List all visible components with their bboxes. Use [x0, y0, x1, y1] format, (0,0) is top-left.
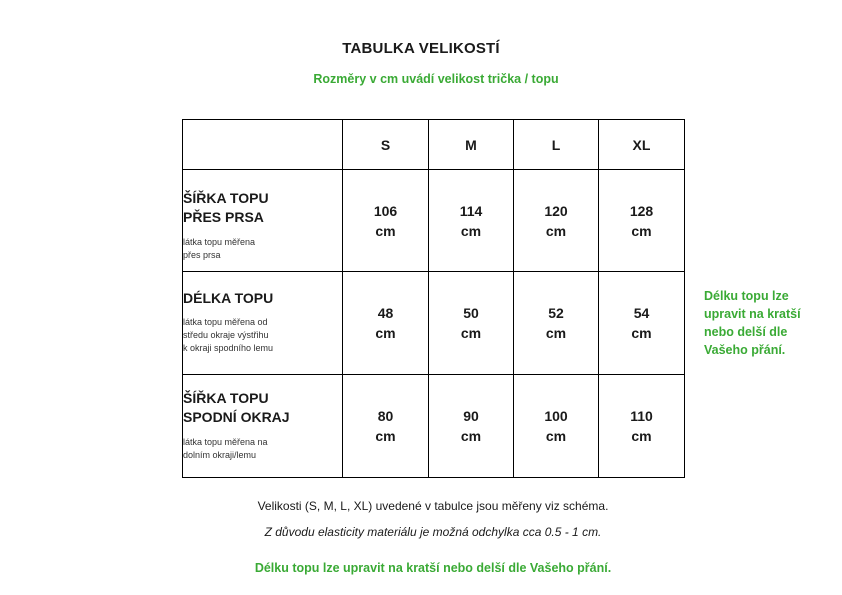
- value-number: 128: [629, 202, 654, 219]
- value-unit: cm: [375, 325, 396, 341]
- side-note: Délku topu lze upravit na kratší nebo delší dle Vašeho přání.: [704, 289, 801, 357]
- row-description: látka topu měřena na dolním okraji/lemu: [183, 437, 268, 460]
- value-cell-l: [514, 375, 599, 478]
- value-unit: cm: [375, 222, 396, 239]
- row-description: látka topu měřena přes prsa: [183, 237, 256, 260]
- value-unit: cm: [631, 325, 652, 341]
- row-label-cell: [183, 375, 343, 478]
- value-number: 48: [377, 305, 394, 321]
- row-name: DÉLKA TOPU: [183, 290, 274, 306]
- value-unit: cm: [631, 222, 652, 239]
- footer-note-elasticity: Z důvodu elasticity materiálu je možná odchylka cca 0.5 - 1 cm.: [264, 525, 602, 539]
- row-name: ŠÍŘKA TOPU SPODNÍ OKRAJ: [183, 390, 290, 425]
- value-unit: cm: [545, 428, 567, 444]
- value-cell-m: [429, 375, 514, 478]
- value-number: 52: [548, 305, 564, 321]
- row-label-cell: [183, 170, 343, 272]
- footer-note-length: Délku topu lze upravit na kratší nebo delší dle Vašeho přání.: [254, 561, 612, 575]
- value-cell-m: [429, 170, 514, 272]
- size-header-m: M: [429, 120, 514, 170]
- value-number: 50: [463, 305, 479, 321]
- size-header-s: S: [343, 120, 429, 170]
- value-number: 120: [544, 202, 568, 219]
- table-header-row: [183, 120, 685, 170]
- value-unit: cm: [460, 325, 482, 341]
- value-cell-s: [343, 272, 429, 375]
- page-title: TABULKA VELIKOSTÍ: [342, 40, 500, 57]
- size-header-l: L: [514, 120, 599, 170]
- value-number: 114: [459, 202, 483, 219]
- value-unit: cm: [545, 222, 567, 239]
- value-cell-s: [343, 170, 429, 272]
- table-row: [183, 170, 685, 272]
- value-unit: cm: [460, 428, 482, 444]
- page-subtitle: Rozměry v cm uvádí velikost trička / topu: [313, 72, 559, 86]
- table-row: [183, 375, 685, 478]
- value-unit: cm: [460, 222, 482, 239]
- value-cell-xl: [599, 170, 685, 272]
- value-number: 100: [544, 408, 568, 424]
- value-cell-s: [343, 375, 429, 478]
- size-table: [182, 119, 685, 478]
- table-row: [183, 272, 685, 375]
- value-cell-m: [429, 272, 514, 375]
- value-unit: cm: [545, 325, 567, 341]
- value-number: 110: [630, 408, 653, 424]
- footer-note-sizes: Velikosti (S, M, L, XL) uvedené v tabulce jsou měřeny viz schéma.: [257, 499, 609, 513]
- value-number: 54: [633, 305, 650, 321]
- size-header-xl: XL: [599, 120, 685, 170]
- value-cell-l: [514, 272, 599, 375]
- value-unit: cm: [375, 428, 396, 444]
- row-label-cell: [183, 272, 343, 375]
- value-number: 106: [373, 202, 398, 219]
- value-cell-l: [514, 170, 599, 272]
- value-cell-xl: [599, 272, 685, 375]
- value-number: 90: [463, 408, 479, 424]
- value-cell-xl: [599, 375, 685, 478]
- header-empty-cell: [183, 120, 343, 170]
- row-description: látka topu měřena od středu okraje výstřihu k okraji spodního lemu: [183, 317, 274, 353]
- value-unit: cm: [631, 428, 652, 444]
- row-name: ŠÍŘKA TOPU PŘES PRSA: [183, 190, 269, 225]
- value-number: 80: [377, 408, 394, 424]
